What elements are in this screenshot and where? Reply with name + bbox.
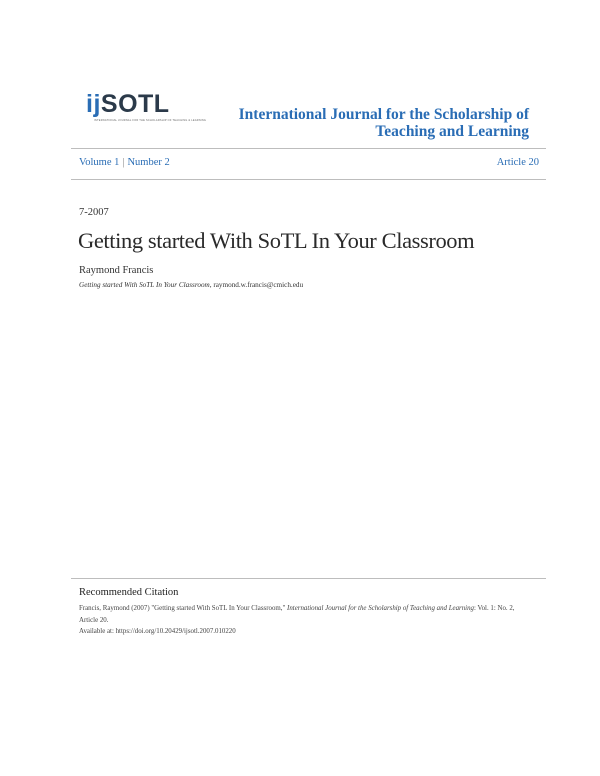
journal-title-line1[interactable]: International Journal for the Scholarship of bbox=[238, 106, 529, 123]
volume-number-links bbox=[79, 157, 170, 168]
citation-text bbox=[79, 603, 519, 638]
author-affiliation bbox=[79, 281, 303, 289]
recommended-citation-heading: Recommended Citation bbox=[79, 587, 179, 598]
citation-doi[interactable]: Available at: https://doi.org/10.20429/ijsotl.2007.010220 bbox=[79, 628, 236, 635]
citation-pre: Francis, Raymond (2007) "Getting started With SoTL In Your Classroom," bbox=[79, 605, 288, 612]
header-divider-bottom bbox=[71, 179, 546, 180]
citation-divider bbox=[71, 578, 546, 579]
author-name: Raymond Francis bbox=[79, 265, 154, 276]
citation-journal: International Journal for the Scholarship of Teaching and Learning bbox=[287, 605, 474, 612]
citation-post: : Vol. 1: No. 2, Article 20. bbox=[79, 605, 515, 624]
header-divider-top bbox=[71, 148, 546, 149]
logo-wordmark bbox=[86, 90, 170, 118]
publication-date: 7-2007 bbox=[79, 207, 109, 218]
journal-title-line2[interactable]: Teaching and Learning bbox=[375, 123, 529, 140]
logo-sotl: SOTL bbox=[100, 90, 170, 118]
author-email[interactable]: , raymond.w.francis@cmich.edu bbox=[209, 281, 304, 289]
article-title: Getting started With SoTL In Your Classroom bbox=[78, 228, 475, 253]
volume-separator: | bbox=[122, 157, 125, 168]
article-link[interactable]: Article 20 bbox=[496, 157, 539, 168]
author-line-title: Getting started With SoTL In Your Classroom bbox=[79, 281, 210, 289]
journal-title[interactable] bbox=[189, 106, 529, 140]
volume-link[interactable]: Volume 1 bbox=[79, 157, 120, 168]
logo-tagline: INTERNATIONAL JOURNAL FOR THE SCHOLARSHIP OF TEACHING & LEARNING bbox=[94, 119, 207, 122]
logo-ij: ij bbox=[86, 90, 101, 118]
ijsotl-logo bbox=[86, 90, 207, 130]
number-link[interactable]: Number 2 bbox=[127, 157, 170, 168]
